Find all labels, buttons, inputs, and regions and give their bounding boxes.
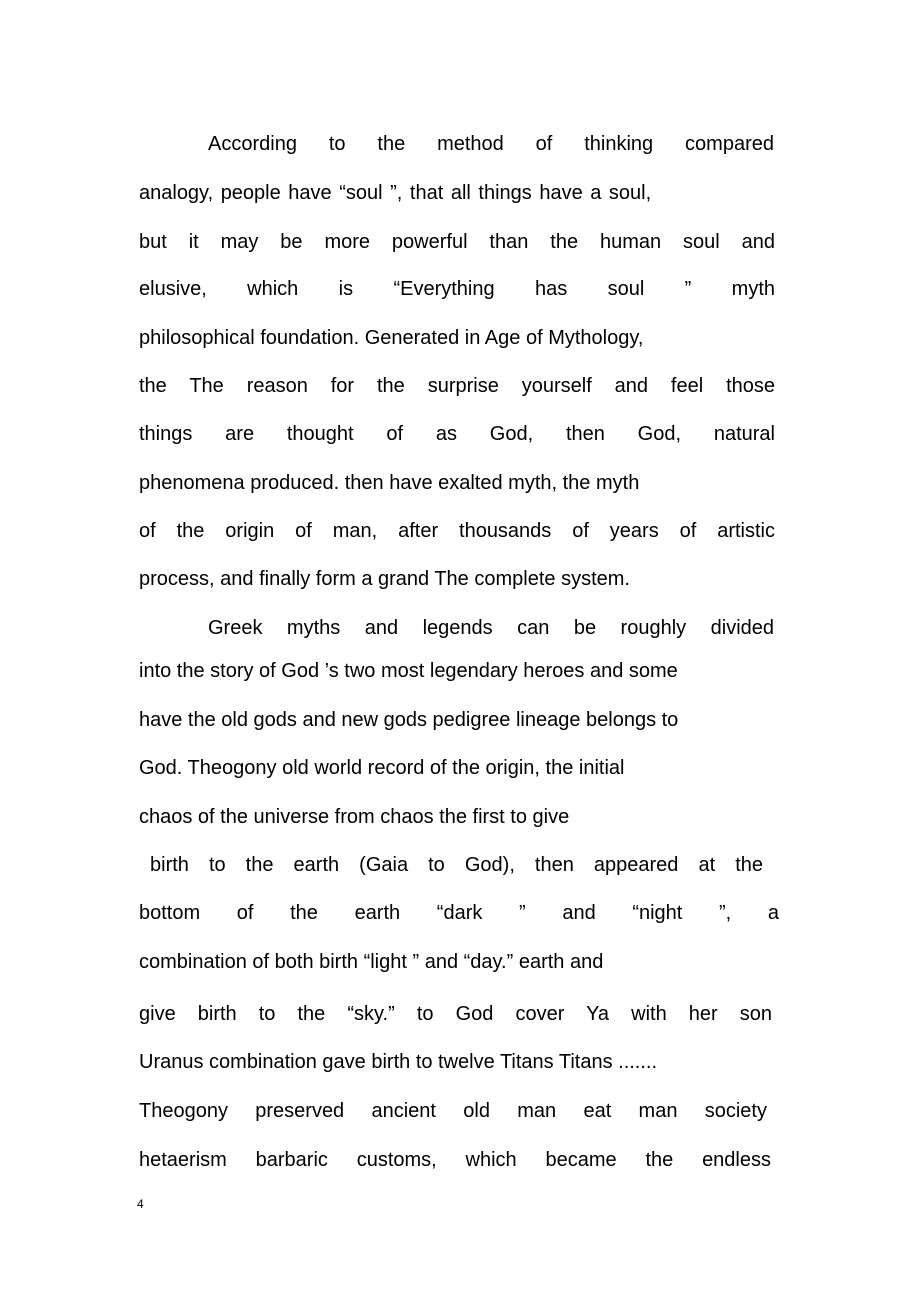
text-line: elusive, which is “Everything has soul ” myth bbox=[139, 278, 775, 300]
text-line: phenomena produced. then have exalted myth, the myth bbox=[139, 472, 640, 494]
text-line: but it may be more powerful than the human soul and bbox=[139, 231, 775, 253]
text-line: of the origin of man, after thousands of years of artistic bbox=[139, 520, 775, 542]
text-line: give birth to the “sky.” to God cover Ya with her son bbox=[139, 1003, 772, 1025]
page-number: 4 bbox=[137, 1197, 144, 1211]
text-line: process, and finally form a grand The complete system. bbox=[139, 568, 630, 590]
text-line: Uranus combination gave birth to twelve Titans Titans ....... bbox=[139, 1051, 658, 1073]
text-line: hetaerism barbaric customs, which became the endless bbox=[139, 1149, 771, 1171]
text-line: birth to the earth (Gaia to God), then appeared at the bbox=[150, 854, 763, 876]
text-line: the The reason for the surprise yourself and feel those bbox=[139, 375, 775, 397]
text-line: combination of both birth “light ” and “day.” earth and bbox=[139, 951, 604, 973]
text-line: God. Theogony old world record of the origin, the initial bbox=[139, 757, 625, 779]
text-line: into the story of God ’s two most legendary heroes and some bbox=[139, 660, 678, 682]
text-line: philosophical foundation. Generated in Age of Mythology, bbox=[139, 327, 644, 349]
text-line: Greek myths and legends can be roughly divided bbox=[208, 617, 774, 639]
text-line: analogy, people have “soul ”, that all things have a soul, bbox=[139, 182, 652, 204]
text-line: chaos of the universe from chaos the first to give bbox=[139, 806, 570, 828]
text-line: things are thought of as God, then God, natural bbox=[139, 423, 775, 445]
text-line: Theogony preserved ancient old man eat man society bbox=[139, 1100, 767, 1122]
text-line: bottom of the earth “dark ” and “night ”, a bbox=[139, 902, 779, 924]
text-line: According to the method of thinking compared bbox=[208, 133, 774, 155]
text-line: have the old gods and new gods pedigree lineage belongs to bbox=[139, 709, 679, 731]
